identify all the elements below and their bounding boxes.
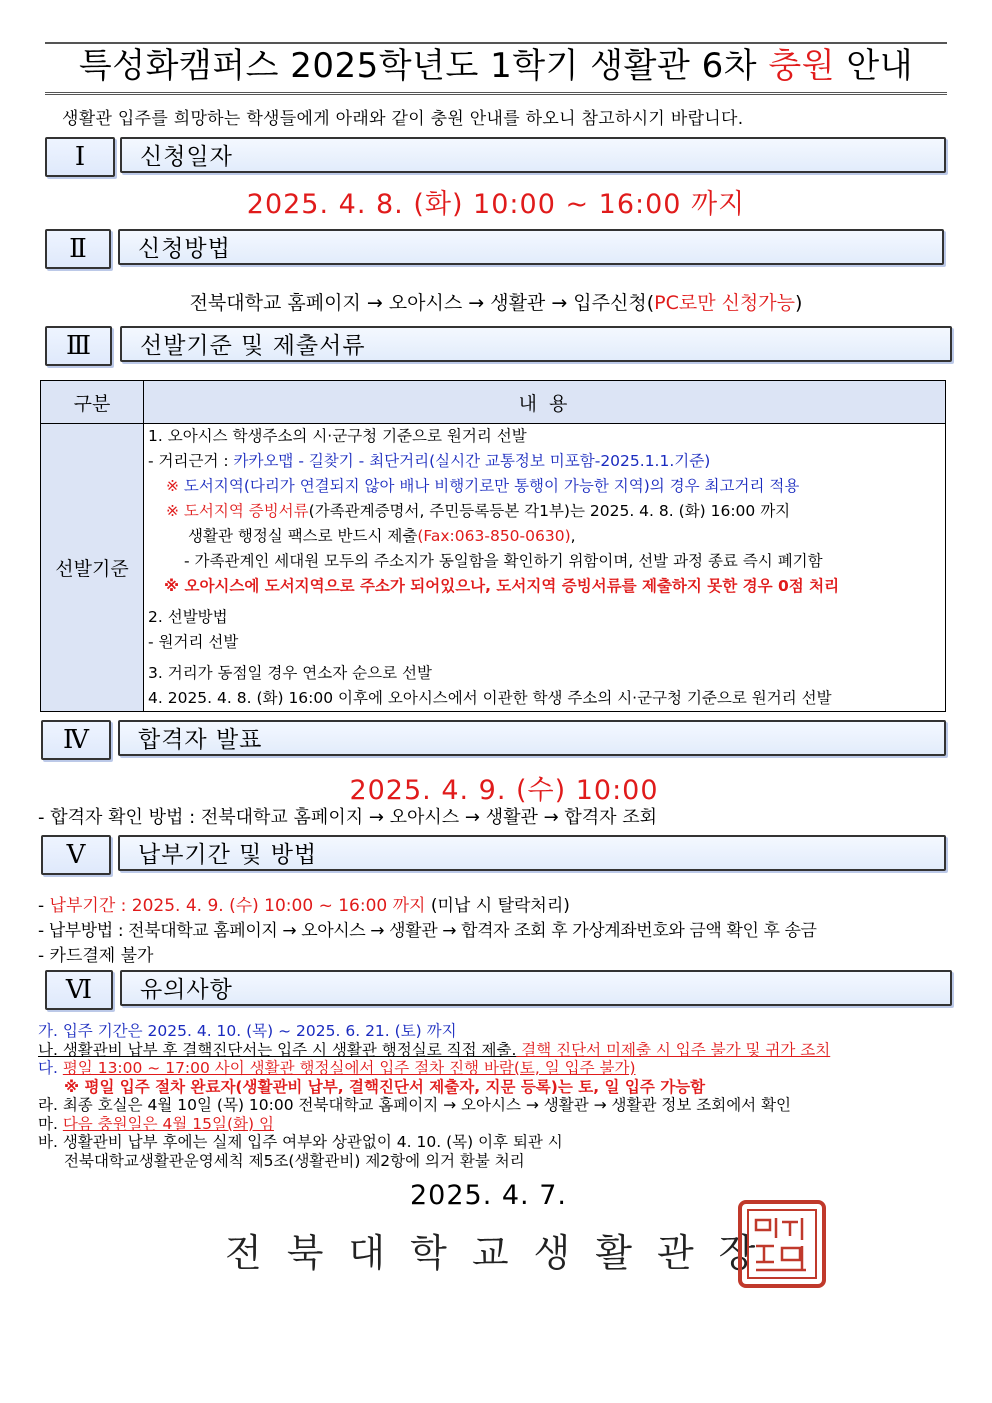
criteria-item-4: 4. 2025. 4. 8. (화) 16:00 이후에 오아시스에서 이관한 학생 주소의 시·군구청 기준으로 원거리 선발 xyxy=(148,689,832,707)
table-content-cell xyxy=(144,424,946,712)
title-suffix: 안내 xyxy=(835,46,914,86)
fax-note xyxy=(148,524,941,549)
official-seal-icon xyxy=(738,1200,826,1288)
selection-table xyxy=(40,380,946,712)
note-ma-red: 다음 충원일은 4월 15일(화) 임 xyxy=(62,1114,274,1133)
section-4-number: Ⅳ xyxy=(41,720,111,760)
distance-prefix: - 거리근거 : xyxy=(148,452,234,470)
note-mark: ※ xyxy=(166,477,184,495)
note-ba-sub: 전북대학교생활관운영세칙 제5조(생활관비) 제2항에 의거 환불 처리 xyxy=(64,1151,525,1170)
table-header-content: 내 용 xyxy=(144,381,946,424)
note-na xyxy=(38,1041,830,1060)
note-ma xyxy=(38,1115,830,1134)
criteria-item-2: 2. 선발방법 xyxy=(148,608,228,626)
title-highlight: 충원 xyxy=(768,46,836,86)
document-note xyxy=(148,499,941,524)
table-row-label: 선발기준 xyxy=(41,424,144,712)
criteria-item-3: 3. 거리가 동점일 경우 연소자 순으로 선발 xyxy=(148,664,432,682)
note-na-text: 나. 생활관비 납부 후 결핵진단서는 입주 시 생활관 행정실로 직접 제출. xyxy=(38,1040,517,1059)
application-method-text: 전북대학교 홈페이지 → 오아시스 → 생활관 → 입주신청( xyxy=(189,292,655,314)
payment-period xyxy=(38,891,570,916)
section-2-title: 신청방법 xyxy=(118,229,944,265)
announcement-date: 2025. 4. 9. (수) 10:00 xyxy=(349,775,659,806)
payment-method: - 납부방법 : 전북대학교 홈페이지 → 오아시스 → 생활관 → 합격자 조회 후 가상계좌번호와 금액 확인 후 송금 xyxy=(38,921,817,941)
table-header-category: 구분 xyxy=(41,381,144,424)
application-date: 2025. 4. 8. (화) 10:00 ~ 16:00 까지 xyxy=(246,189,746,220)
zero-points-warning: ※ 오아시스에 도서지역으로 주소가 되어있으나, 도서지역 증빙서류를 제출하지 못한 경우 0점 처리 xyxy=(164,577,840,595)
card-payment-note: - 카드결제 불가 xyxy=(38,946,154,966)
document-date: 2025. 4. 7. xyxy=(410,1180,567,1211)
fax-end: , xyxy=(570,527,576,545)
criteria-item-2-sub: - 원거리 선발 xyxy=(148,633,239,651)
note-ma-prefix: 마. xyxy=(38,1114,63,1133)
announcement-method: - 합격자 확인 방법 : 전북대학교 홈페이지 → 오아시스 → 생활관 → 합격자 조회 xyxy=(38,807,658,828)
intro-text: 생활관 입주를 희망하는 학생들에게 아래와 같이 충원 안내를 하오니 참고하시기 바랍니다. xyxy=(62,109,744,129)
distance-basis xyxy=(148,449,941,474)
note-ga: 가. 입주 기간은 2025. 4. 10. (목) ~ 2025. 6. 21. (토) 까지 xyxy=(38,1022,457,1040)
note-ra: 라. 최종 호실은 4월 10일 (목) 10:00 전북대학교 홈페이지 → 오아시스 → 생활관 → 생활관 정보 조회에서 확인 xyxy=(38,1096,792,1114)
island-note xyxy=(148,474,941,499)
section-5-title: 납부기간 및 방법 xyxy=(118,835,946,871)
family-note: - 가족관계인 세대원 모두의 주소지가 동일함을 확인하기 위함이며, 선발 과정 종료 즉시 폐기함 xyxy=(184,552,823,570)
section-5-number: Ⅴ xyxy=(41,835,111,875)
section-1-title: 신청일자 xyxy=(120,137,946,173)
note-na-red: 결핵 진단서 미제출 시 입주 불가 및 귀가 조치 xyxy=(516,1040,831,1059)
fax-text: 생활관 행정실 팩스로 반드시 제출 xyxy=(188,527,418,545)
page-title xyxy=(45,44,947,88)
note-da-sub: ※ 평일 입주 절차 완료자(생활관비 납부, 결핵진단서 제출자, 지문 등록)는 토, 일 입주 가능함 xyxy=(64,1077,706,1096)
note-da xyxy=(38,1059,830,1078)
title-text: 특성화캠퍼스 2025학년도 1학기 생활관 6차 xyxy=(78,46,769,86)
section-3-title: 선발기준 및 제출서류 xyxy=(120,326,952,362)
section-3-number: Ⅲ xyxy=(45,326,112,366)
distance-source: 카카오맵 - 길찾기 - 최단거리(실시간 교통정보 미포함-2025.1.1.기준) xyxy=(233,452,711,470)
issuer-signature: 전북대학교생활관장 xyxy=(225,1231,781,1275)
section-6-number: Ⅵ xyxy=(45,970,113,1010)
note-da-prefix: 다. xyxy=(38,1059,63,1077)
payment-period-prefix: - xyxy=(38,896,50,916)
application-method-highlight: PC로만 신청가능 xyxy=(654,292,795,314)
criteria-item-1: 1. 오아시스 학생주소의 시·군구청 기준으로 원거리 선발 xyxy=(148,427,527,445)
note-mark: ※ xyxy=(166,502,184,520)
document-note-red: 도서지역 증빙서류 xyxy=(183,502,309,520)
payment-period-red: 납부기간 : 2025. 4. 9. (수) 10:00 ~ 16:00 까지 xyxy=(49,896,426,916)
application-method-close: ) xyxy=(795,292,803,314)
section-6-title: 유의사항 xyxy=(120,970,952,1006)
payment-period-end: (미납 시 탈락처리) xyxy=(425,896,570,916)
section-2-number: Ⅱ xyxy=(45,229,111,269)
section-4-title: 합격자 발표 xyxy=(118,720,946,756)
document-note-text: (가족관계증명서, 주민등록등본 각1부)는 2025. 4. 8. (화) 16:00 까지 xyxy=(308,502,791,520)
section-1-number: Ⅰ xyxy=(45,137,115,177)
notes-list xyxy=(38,1022,830,1170)
note-da-red: 평일 13:00 ~ 17:00 사이 생활관 행정실에서 입주 절차 진행 바람(토, 일 입주 불가) xyxy=(62,1059,636,1077)
fax-number: (Fax:063-850-0630) xyxy=(417,527,571,545)
island-note-text: 도서지역(다리가 연결되지 않아 배나 비행기로만 통행이 가능한 지역)의 경우 최고거리 적용 xyxy=(183,477,800,495)
note-ba: 바. 생활관비 납부 후에는 실제 입주 여부와 상관없이 4. 10. (목) 이후 퇴관 시 xyxy=(38,1133,563,1151)
application-method xyxy=(0,288,992,315)
